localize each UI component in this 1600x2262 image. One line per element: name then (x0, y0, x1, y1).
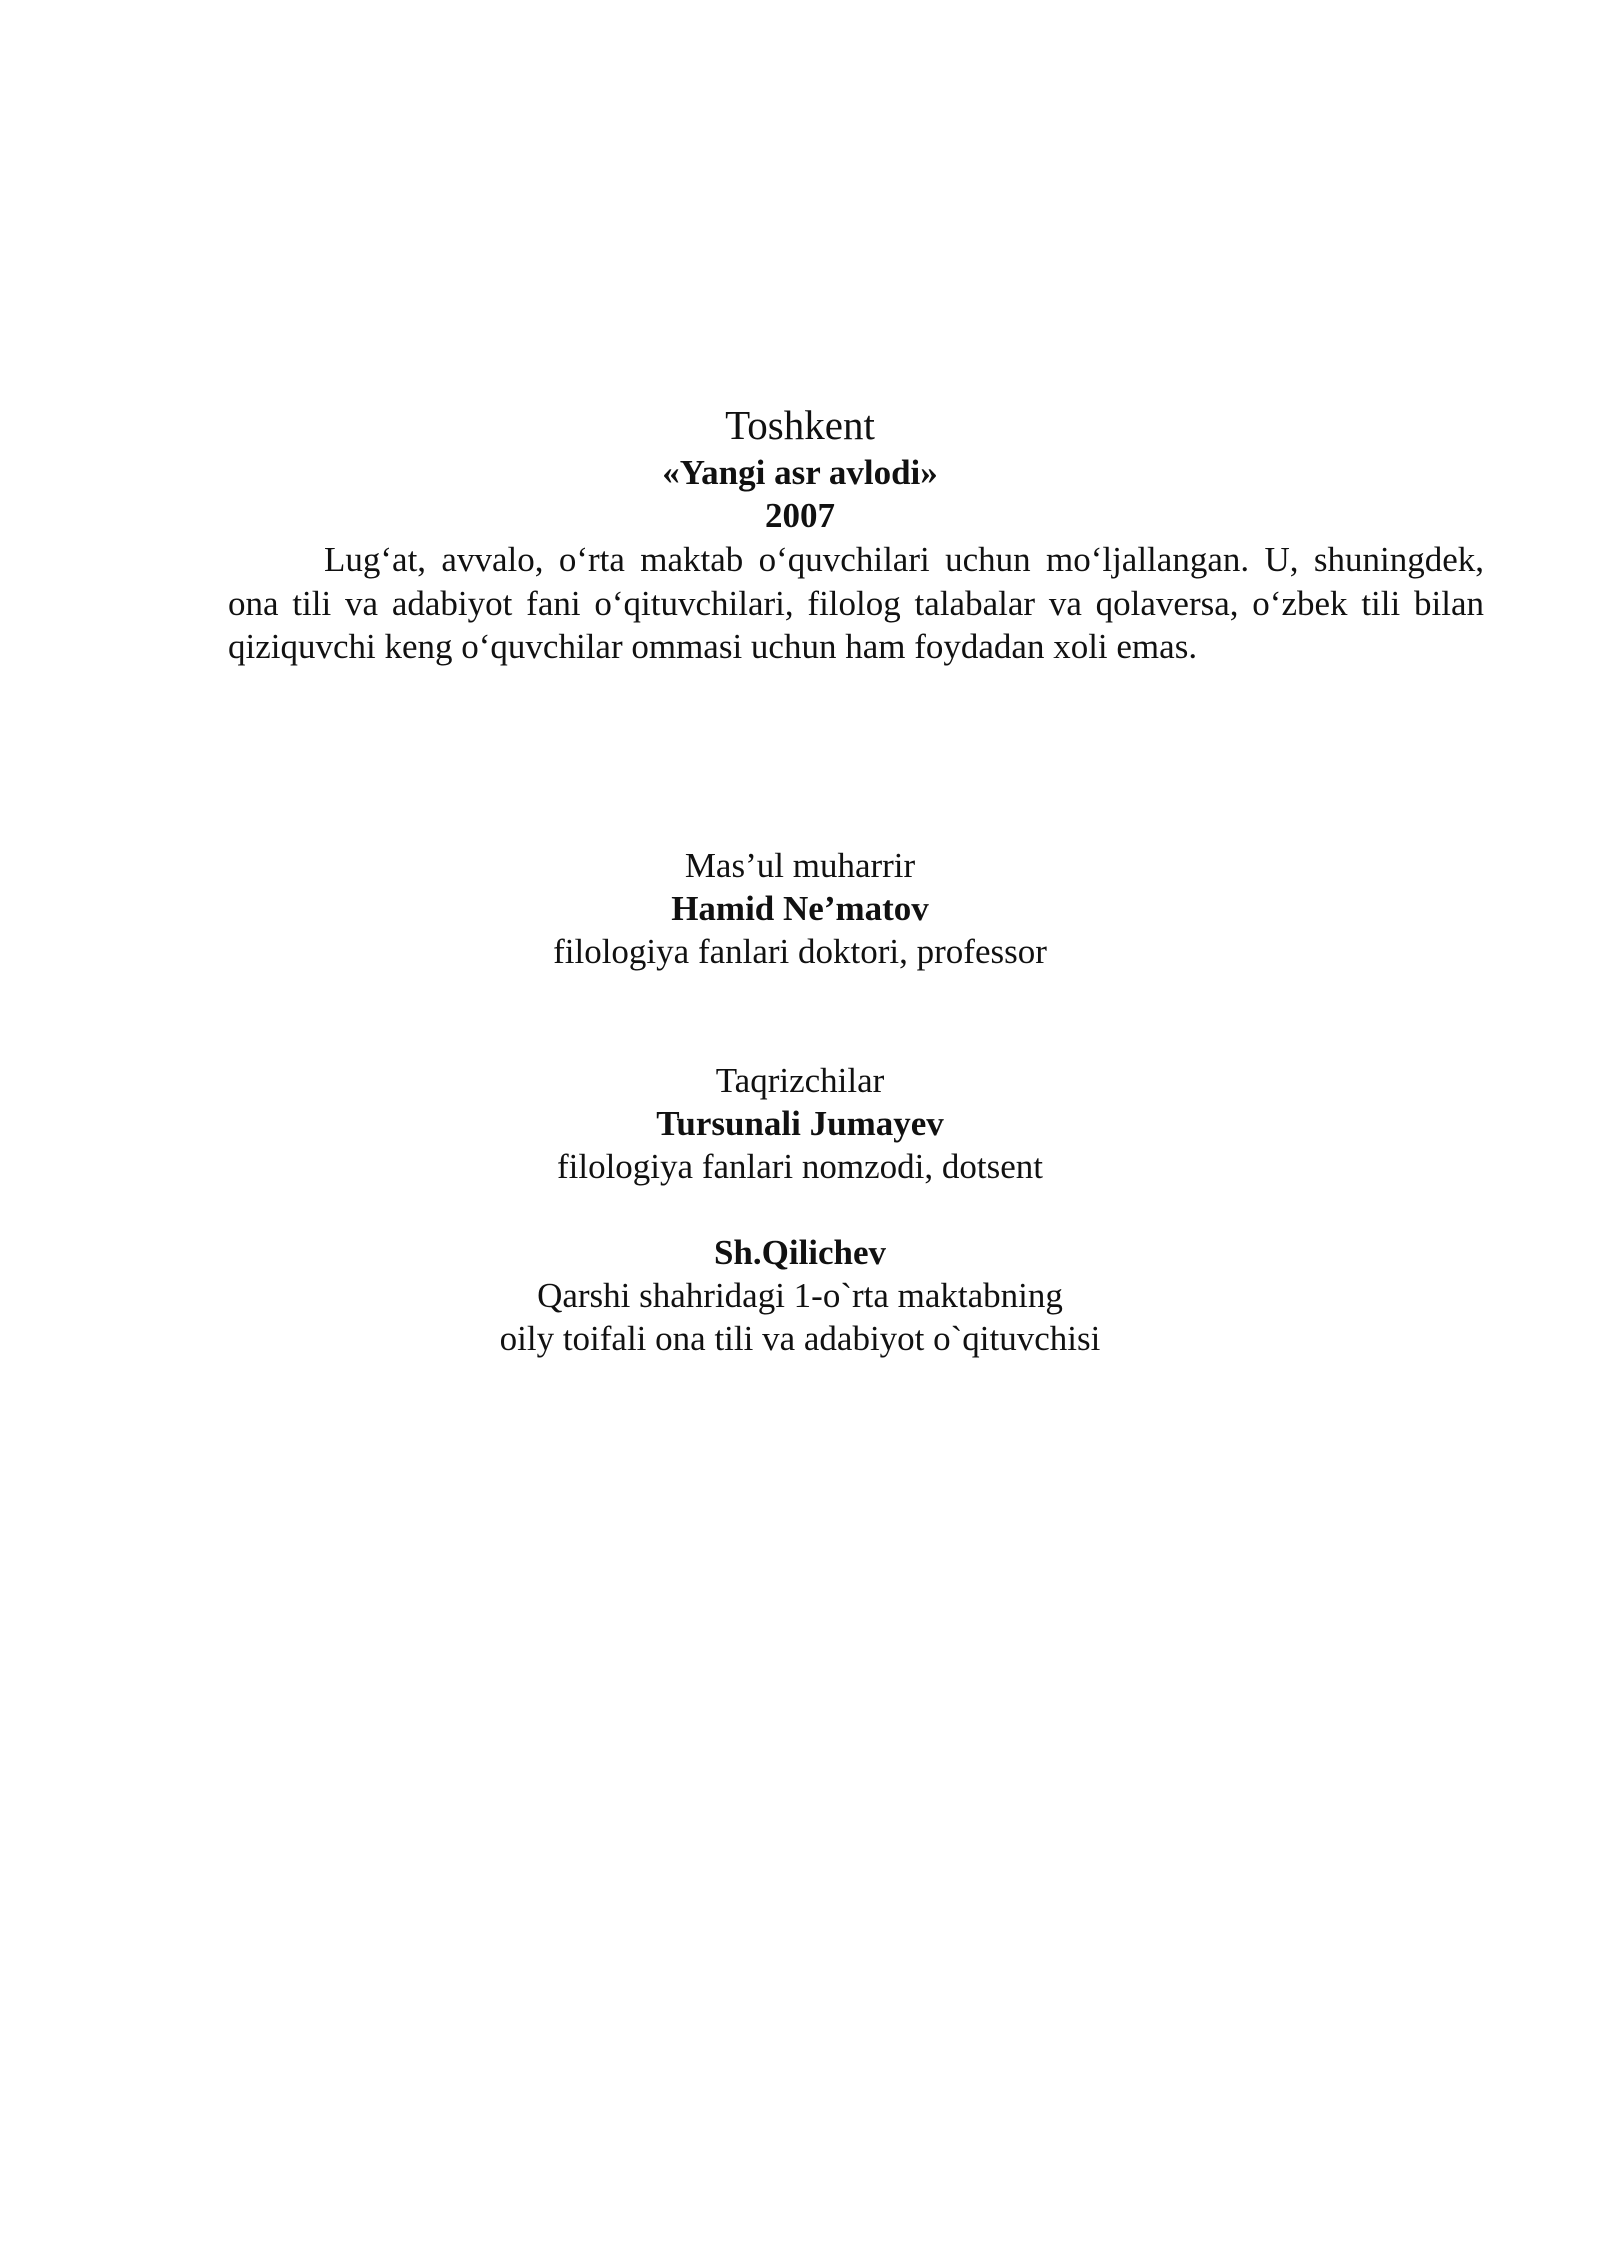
reviewer-title: oily toifali ona tili va adabiyot o`qituvchisi (499, 1319, 1101, 1358)
imprint-city: Toshkent (725, 402, 875, 448)
reviewer-title: filologiya fanlari nomzodi, dotsent (556, 1147, 1043, 1186)
reviewer-title: Qarshi shahridagi 1-o`rta maktabning (537, 1276, 1063, 1315)
imprint-year: 2007 (765, 496, 835, 535)
imprint-publisher: «Yangi asr avlodi» (662, 453, 938, 492)
abstract-paragraph: Lug‘at, avvalo, o‘rta maktab o‘quvchilari uchun mo‘ljallangan. U, shuningdek, ona tili va adabiyot fani o‘qituvchilari, filolog talabalar va qolaversa, o‘zbek tili bilan qiziquvchi keng o‘quvchilar ommasi uchun ham foydadan xoli emas. (228, 540, 1484, 666)
editor-title: filologiya fanlari doktori, professor (553, 932, 1047, 971)
reviewers-role-label: Taqrizchilar (715, 1061, 885, 1100)
reviewer-name: Tursunali Jumayev (656, 1104, 944, 1143)
editor-role-label: Mas’ul muharrir (684, 846, 916, 885)
reviewer-name: Sh.Qilichev (713, 1233, 887, 1272)
editor-name: Hamid Ne’matov (671, 889, 929, 928)
